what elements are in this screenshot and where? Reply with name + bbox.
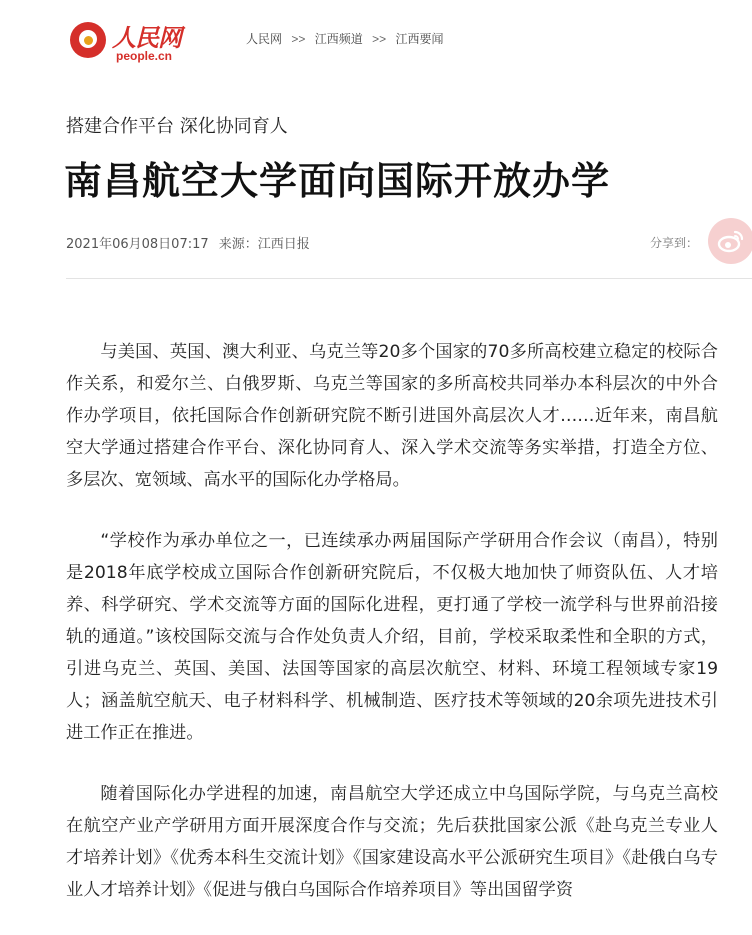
article-source: 来源：江西日报 [218,237,310,252]
article-paragraph: “学校作为承办单位之一，已连续承办两届国际产学研用合作会议（南昌），特别是2018年底学校成立国际合作创新研究院后，不仅极大地加快了师资队伍、人才培养、科学研究、学术交流等方面的国际化进程，更打通了学校一流学科与世界前沿接轨的通道。”该校国际交流与合作处负责人介绍，目前，学校采取柔性和全职的方式，引进乌克兰、英国、美国、法国等国家的高层次航空、材料、环境工程领域专家19人；涵盖航空航天、电子材料科学、机械制造、医疗技术等领域的20余项先进技术引进工作正在推进。 [66,531,718,743]
breadcrumb-separator: >> [291,32,306,46]
weibo-icon [717,228,745,254]
breadcrumb-item-people[interactable]: 人民网 [246,32,283,46]
people-logo[interactable] [66,14,198,66]
breadcrumb-separator: >> [372,32,387,46]
article-paragraph: 随着国际化办学进程的加速，南昌航空大学还成立中乌国际学院，与乌克兰高校在航空产业产学研用方面开展深度合作与交流；先后获批国家公派《赴乌克兰专业人才培养计划》《优秀本科生交流计划》《国家建设高水平公派研究生项目》《赴俄白乌专业人才培养计划》《促进与俄白乌国际合作培养项目》等出国留学资 [66,784,718,900]
logo-text-en: people.cn [116,49,173,63]
weibo-share-button[interactable] [708,218,752,264]
header-divider [66,278,752,279]
publish-datetime: 2021年06月08日07:17 [66,237,209,252]
article-body [66,336,718,935]
logo-text-cn: 人民网 [112,23,181,52]
breadcrumb-item-jiangxi-news[interactable]: 江西要闻 [395,32,444,46]
article-paragraph: 与美国、英国、澳大利亚、乌克兰等20多个国家的70多所高校建立稳定的校际合作关系，和爱尔兰、白俄罗斯、乌克兰等国家的多所高校共同举办本科层次的中外合作办学项目，依托国际合作创新研究院不断引进国外高层次人才……近年来，南昌航空大学通过搭建合作平台、深化协同育人、深入学术交流等务实举措，打造全方位、多层次、宽领域、高水平的国际化办学格局。 [66,342,718,490]
article-meta [66,233,310,252]
share-label: 分享到： [650,236,699,250]
breadcrumb [246,30,443,47]
article-subtitle: 搭建合作平台 深化协同育人 [66,116,288,137]
article-title: 南昌航空大学面向国际开放办学 [64,159,611,203]
breadcrumb-item-jiangxi-channel[interactable]: 江西频道 [314,32,363,46]
